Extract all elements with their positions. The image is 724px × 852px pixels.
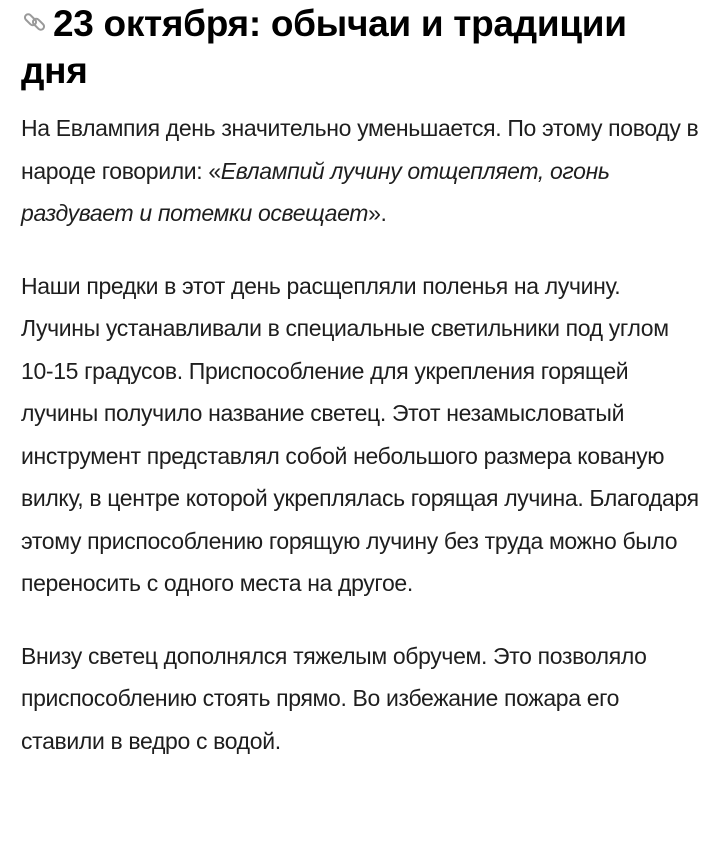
paragraph-3: Внизу светец дополнялся тяжелым обручем. Это позволяло приспособлению стоять прямо. Во избежание пожара его ставили в ведро с водой. <box>21 642 647 754</box>
paragraph-1 <box>21 107 701 235</box>
link-icon[interactable] <box>21 8 49 36</box>
article-heading <box>21 0 701 94</box>
saying-quote: Евлампий лучину отщепляет, огонь раздувает и потемки освещает <box>21 157 610 226</box>
paragraph-1-text: На Евлампия день значительно уменьшается. По этому поводу в народе говорили: « <box>21 115 699 184</box>
article <box>21 0 701 762</box>
paragraph-1-end: ». <box>368 200 387 226</box>
paragraph-2: Наши предки в этот день расщепляли поленья на лучину. Лучины устанавливали в специальные светильники под углом 10-15 градусов. Приспособление для укрепления горящей лучины получило название светец. Этот незамысловатый инструмент представлял собой небольшого размера кованую вилку, в центре которой укреплялась горящая лучина. Благодаря этому приспособлению горящую лучину без труда можно было переносить с одного места на другое. <box>21 272 699 596</box>
article-title: 23 октября: обычаи и традиции дня <box>21 3 627 91</box>
